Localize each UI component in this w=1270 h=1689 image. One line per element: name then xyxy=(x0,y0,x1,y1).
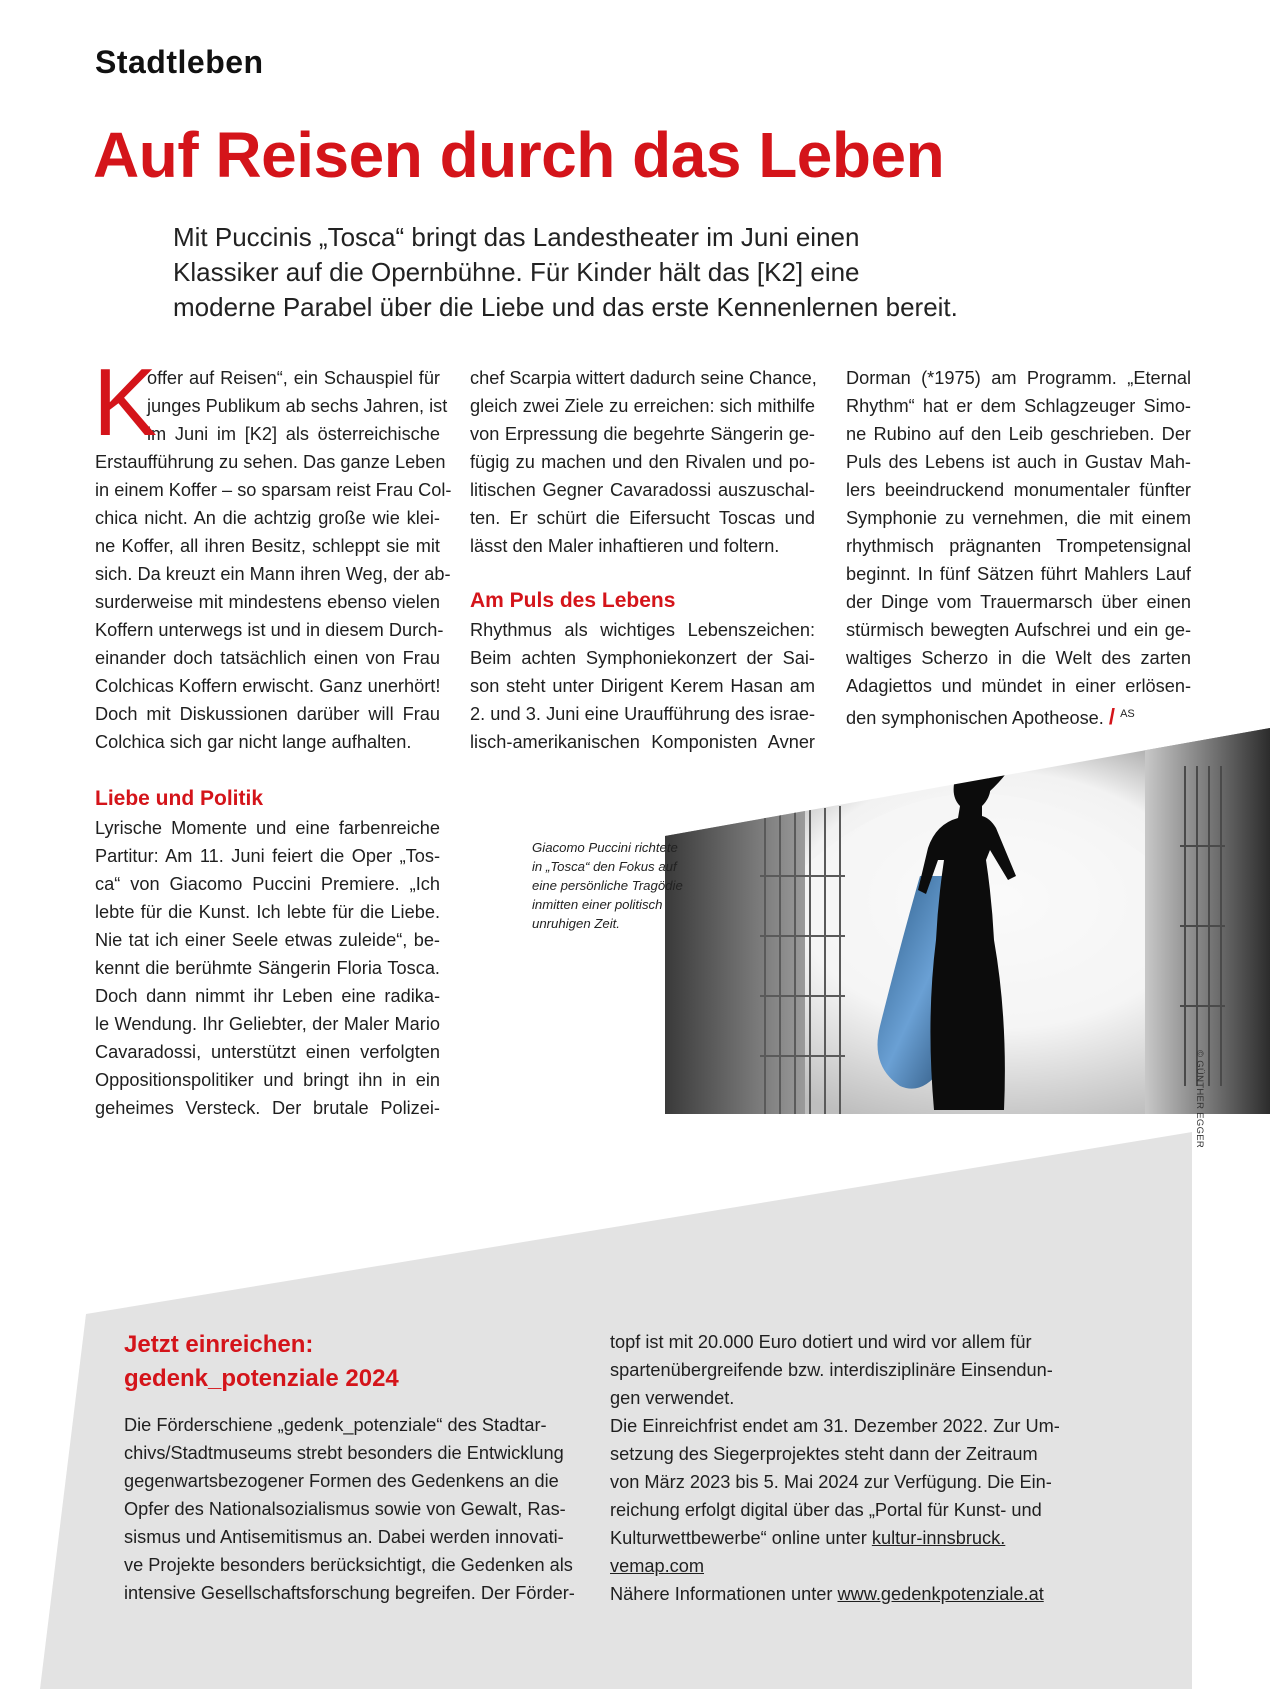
text-line: Doch mit Diskussionen darüber will Frau xyxy=(95,704,440,724)
text-line: Lyrische Momente und eine farbenreiche xyxy=(95,818,440,838)
text-line: Symphonie zu vernehmen, die mit einem xyxy=(846,508,1191,528)
info-prefix: Nähere Informationen unter xyxy=(610,1584,838,1604)
text-line: kennt die berühmte Sängerin Floria Tosca. xyxy=(95,958,440,978)
section-label: Stadtleben xyxy=(95,44,264,80)
subheading-liebe-und-politik: Liebe und Politik xyxy=(95,787,264,810)
text-line: setzung des Siegerprojektes steht dann der Zeitraum xyxy=(610,1444,1038,1464)
caption-line: inmitten einer politisch xyxy=(532,897,663,912)
text-line: junges Publikum ab sechs Jahren, ist xyxy=(147,396,448,416)
text-line: Beim achten Symphoniekonzert der Sai- xyxy=(470,648,815,668)
photo-wall-left xyxy=(665,786,805,1114)
text-line: einander doch tatsächlich einen von Frau xyxy=(95,648,440,668)
text-line: sich. Da kreuzt ein Mann ihren Weg, der ab- xyxy=(95,564,451,584)
drop-cap: K xyxy=(93,349,158,456)
text-line: offer auf Reisen“, ein Schauspiel für xyxy=(147,368,440,388)
text-line: chica nicht. An die achtzig große wie klei- xyxy=(95,508,440,528)
article-column-1 xyxy=(93,349,452,1122)
text-line: ne Rubino auf den Leib geschrieben. Der xyxy=(846,424,1191,444)
text-line: im Juni im [K2] als österreichische xyxy=(147,424,440,444)
text-line: stürmisch bewegten Aufschrei und ein ge- xyxy=(846,620,1191,640)
text-line: Oppositionspolitiker und bringt ihn in ein xyxy=(95,1070,440,1090)
text-line: Die Förderschiene „gedenk_potenziale“ des Stadtar- xyxy=(124,1415,547,1435)
text-line: ten. Er schürt die Eifersucht Toscas und xyxy=(470,508,815,528)
end-mark-icon: / xyxy=(1108,704,1116,730)
text-line xyxy=(610,1552,1065,1580)
text-line: chivs/Stadtmuseums strebt besonders die Entwicklung xyxy=(124,1443,564,1463)
subheading-am-puls-des-lebens: Am Puls des Lebens xyxy=(470,589,676,612)
text-line: Koffern unterwegs ist und in diesem Durch- xyxy=(95,620,444,640)
tosca-photo xyxy=(665,726,1270,1114)
article-column-2 xyxy=(470,364,815,756)
text-line: Rhythm“ hat er dem Schlagzeuger Simo- xyxy=(846,396,1191,416)
photo-wall-right xyxy=(1145,726,1270,1114)
text-line: beginnt. In fünf Sätzen führt Mahlers Lauf xyxy=(846,564,1191,584)
text-line: Adagiettos und mündet in einer erlösen- xyxy=(846,676,1191,696)
link-prefix: Kulturwettbewerbe“ online unter xyxy=(610,1528,872,1548)
text-line: von März 2023 bis 5. Mai 2024 zur Verfügung. Die Ein- xyxy=(610,1472,1052,1492)
text-line: lisch-amerikanischen Komponisten Avner xyxy=(470,732,815,752)
lead-line: moderne Parabel über die Liebe und das erste Kennenlernen bereit. xyxy=(173,292,958,322)
text-line: Nie tat ich einer Seele etwas zuleide“, be- xyxy=(95,930,440,950)
caption-line: unruhigen Zeit. xyxy=(532,916,620,931)
text-line: von Erpressung die begehrte Sängerin ge- xyxy=(470,424,815,444)
kultur-innsbruck-link[interactable]: kultur-innsbruck. xyxy=(871,1528,1006,1548)
text-line: litischen Gegner Cavaradossi auszuschal- xyxy=(470,480,815,500)
text-line: intensive Gesellschaftsforschung begreifen. Der Förder- xyxy=(124,1583,575,1603)
text-line: Colchicas Koffern erwischt. Ganz unerhört! xyxy=(95,676,441,696)
text-line xyxy=(610,1580,1065,1608)
text-line: Die Einreichfrist endet am 31. Dezember 2022. Zur Um- xyxy=(610,1416,1060,1436)
text-line: waltiges Scherzo in die Welt des zarten xyxy=(846,648,1191,668)
infobox-title-line-2: gedenk_potenziale 2024 xyxy=(124,1365,399,1392)
caption-line: Giacomo Puccini richtete xyxy=(532,840,678,855)
caption-line: eine persönliche Tragödie xyxy=(532,878,683,893)
text-line: lers beeindruckend monumentaler fünfter xyxy=(846,480,1191,500)
text-line xyxy=(610,1524,1065,1552)
text-line: gen verwendet. xyxy=(610,1388,735,1408)
text-line: 2. und 3. Juni eine Uraufführung des israe- xyxy=(470,704,815,724)
text-line: gegenwartsbezogener Formen des Gedenkens an die xyxy=(124,1471,559,1491)
text-line: spartenübergreifende bzw. interdisziplinäre Einsendun- xyxy=(610,1360,1053,1380)
text-line: lässt den Maler inhaftieren und foltern. xyxy=(470,536,780,556)
text-line: Colchica sich gar nicht lange aufhalten. xyxy=(95,732,412,752)
text-line: gleich zwei Ziele zu erreichen: sich mithilfe xyxy=(470,396,815,416)
text-line: Cavaradossi, unterstützt einen verfolgten xyxy=(95,1042,440,1062)
text-line: der Dinge vom Trauermarsch über einen xyxy=(846,592,1191,612)
text-line: Partitur: Am 11. Juni feiert die Oper „Tos- xyxy=(95,846,440,866)
text-line: Dorman (*1975) am Programm. „Eternal xyxy=(846,368,1191,388)
text-line: Rhythmus als wichtiges Lebenszeichen: xyxy=(470,620,815,640)
text-line: ve Projekte besonders berücksichtigt, die Gedenken als xyxy=(124,1555,573,1575)
text-line: fügig zu machen und den Rivalen und po- xyxy=(470,452,815,472)
text-line: le Wendung. Ihr Geliebter, der Maler Mario xyxy=(95,1014,440,1034)
text-line: chef Scarpia wittert dadurch seine Chance, xyxy=(470,368,817,388)
text-line: Doch dann nimmt ihr Leben eine radika- xyxy=(95,986,440,1006)
page-title: Auf Reisen durch das Leben xyxy=(93,119,945,191)
text-line: ne Koffer, all ihren Besitz, schleppt sie mit xyxy=(95,536,440,556)
text-line: topf ist mit 20.000 Euro dotiert und wird vor allem für xyxy=(610,1332,1032,1352)
last-line-text: den symphonischen Apotheose. xyxy=(846,708,1104,729)
lead-paragraph xyxy=(173,220,958,325)
text-line: lebte für die Kunst. Ich lebte für die Liebe. xyxy=(95,902,440,922)
text-line: rhythmisch prägnanten Trompetensignal xyxy=(846,536,1191,556)
text-line: sismus und Antisemitismus an. Dabei werden innovati- xyxy=(124,1527,564,1547)
text-line: Erstaufführung zu sehen. Das ganze Leben xyxy=(95,452,446,472)
text-line: Opfer des Nationalsozialismus sowie von Gewalt, Ras- xyxy=(124,1499,566,1519)
caption-line: in „Tosca“ den Fokus auf xyxy=(532,859,677,874)
text-line: ca“ von Giacomo Puccini Premiere. „Ich xyxy=(95,874,440,894)
photo-caption xyxy=(532,838,712,933)
photo-credit: © GÜNTHER EGGER xyxy=(1194,1050,1205,1149)
kultur-innsbruck-link-continued[interactable]: vemap.com xyxy=(610,1556,705,1576)
text-line: surderweise mit mindestens ebenso vielen xyxy=(95,592,440,612)
lead-line: Klassiker auf die Opernbühne. Für Kinder hält das [K2] eine xyxy=(173,257,860,287)
text-line: son steht unter Dirigent Kerem Hasan am xyxy=(470,676,815,696)
infobox-title xyxy=(124,1328,399,1396)
text-line: geheimes Versteck. Der brutale Polizei- xyxy=(95,1098,440,1118)
gedenkpotenziale-link[interactable]: www.gedenkpotenziale.at xyxy=(837,1584,1044,1604)
text-line: Puls des Lebens ist auch in Gustav Mah- xyxy=(846,452,1191,472)
infobox-column-2 xyxy=(610,1328,1065,1608)
text-line-last xyxy=(846,700,1191,728)
text-line: reichung erfolgt digital über das „Portal für Kunst- und xyxy=(610,1500,1042,1520)
article-column-3 xyxy=(846,364,1191,728)
text-line: in einem Koffer – so sparsam reist Frau Col- xyxy=(95,480,452,500)
lead-line: Mit Puccinis „Tosca“ bringt das Landestheater im Juni einen xyxy=(173,222,860,252)
infobox-column-1 xyxy=(124,1411,579,1607)
infobox-title-line-1: Jetzt einreichen: xyxy=(124,1331,314,1358)
author-initials: AS xyxy=(1120,708,1135,720)
